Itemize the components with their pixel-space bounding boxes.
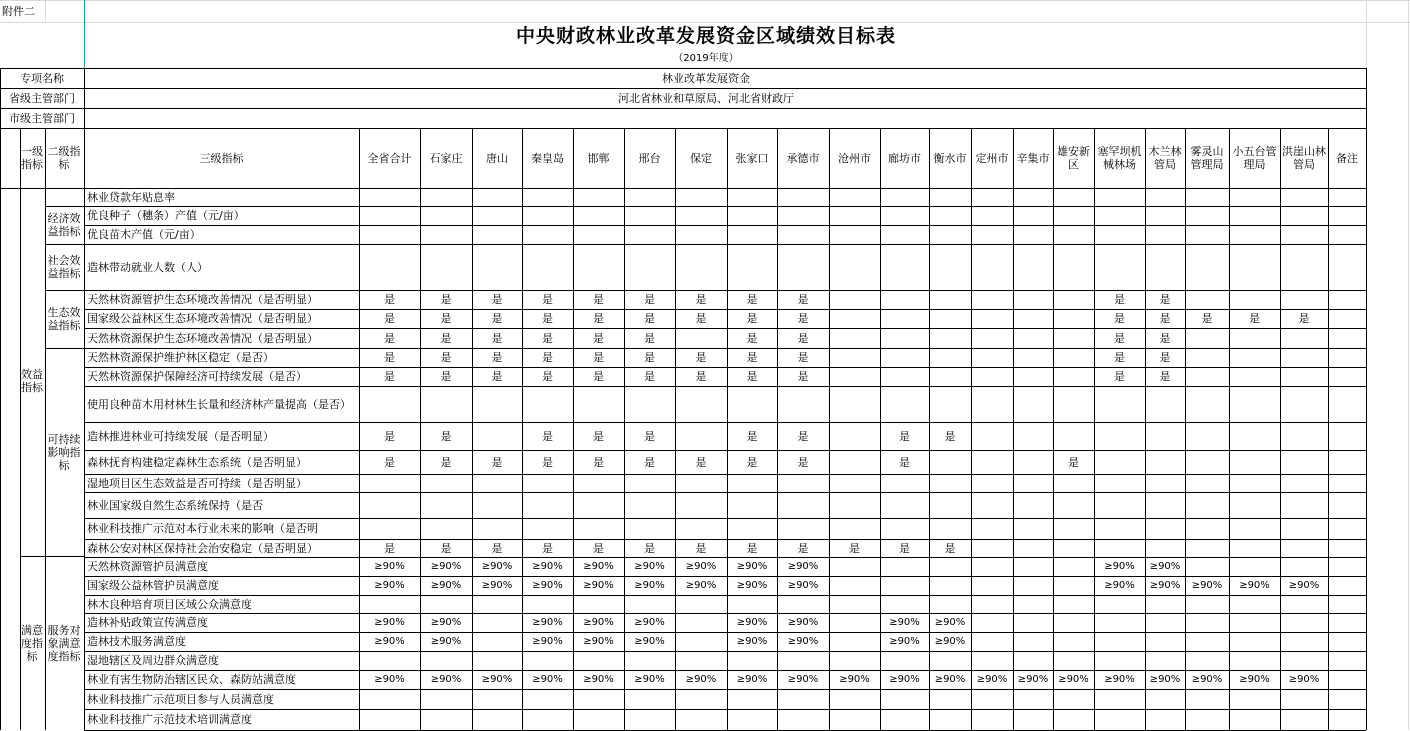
indicator-value: 是: [491, 370, 503, 383]
sheet-gridline: [0, 22, 1410, 23]
indicator-value: 是: [542, 455, 553, 469]
header-region: 定州市: [975, 151, 1009, 165]
table-border: [84, 348, 1366, 349]
table-border: [359, 128, 360, 730]
header-region: 塞罕坝机械林场: [1097, 145, 1142, 171]
table-border: [829, 128, 830, 730]
table-border: [84, 244, 1366, 245]
indicator-value: ≥90%: [934, 674, 966, 685]
indicator-value: ≥90%: [1058, 674, 1089, 685]
indicator-value: 是: [384, 455, 395, 469]
sheet-gridline: [45, 0, 46, 22]
indicator-value: 是: [593, 541, 604, 555]
table-border: [45, 348, 84, 349]
indicator-value: 是: [384, 293, 395, 306]
indicator-value: 是: [1114, 370, 1125, 383]
indicator-value: 是: [797, 370, 809, 383]
table-border: [1229, 128, 1230, 730]
indicator-value: ≥90%: [787, 617, 819, 628]
indicator-value: 是: [1159, 293, 1171, 306]
indicator-value: 是: [1114, 293, 1125, 306]
indicator-value: 是: [644, 351, 655, 364]
indicator-value: 是: [440, 293, 452, 306]
indicator-value: 是: [899, 429, 910, 443]
indicator-value: ≥90%: [685, 674, 717, 685]
indicator-value: 是: [746, 429, 758, 443]
provincial-dept-value: 河北省林业和草原局、河北省财政厅: [618, 91, 794, 105]
indicator-value: 是: [384, 370, 395, 383]
indicator-value: 是: [491, 331, 503, 345]
header-remark: 备注: [1336, 151, 1358, 165]
indicator-value: ≥90%: [787, 580, 819, 591]
indicator-value: ≥90%: [430, 580, 462, 591]
table-border: [45, 128, 46, 730]
header-region: 邢台: [638, 151, 661, 165]
indicator-name: 天然林资源保护生态环境改善情况（是否明显）: [87, 331, 318, 345]
indicator-value: 是: [1159, 312, 1171, 325]
indicator-value: ≥90%: [583, 617, 614, 628]
table-border: [971, 128, 972, 730]
indicator-value: ≥90%: [583, 636, 614, 647]
indicator-value: ≥90%: [532, 674, 563, 685]
table-border: [1280, 128, 1281, 730]
indicator-value: 是: [440, 331, 452, 345]
municipal-dept-label: 市级主管部门: [9, 111, 75, 125]
level1-benefit: 效益指标: [21, 368, 43, 394]
table-border: [0, 188, 1366, 189]
table-border: [45, 290, 84, 291]
indicator-value: 是: [797, 331, 809, 345]
table-border: [84, 670, 1366, 671]
indicator-value: 是: [1298, 312, 1310, 325]
indicator-value: ≥90%: [374, 580, 405, 591]
indicator-value: 是: [695, 541, 707, 555]
table-border: [777, 128, 778, 730]
indicator-value: 是: [1114, 351, 1125, 364]
table-border: [1053, 128, 1054, 730]
indicator-value: ≥90%: [685, 580, 717, 591]
indicator-value: 是: [440, 351, 452, 364]
table-border: [45, 556, 84, 557]
table-border: [675, 128, 676, 730]
level2-service-satisfaction: 服务对象满意度指标: [47, 623, 81, 663]
indicator-value: 是: [797, 293, 809, 306]
indicator-value: 是: [746, 351, 758, 364]
indicator-value: 是: [1068, 455, 1079, 469]
indicator-value: ≥90%: [736, 674, 768, 685]
indicator-value: 是: [695, 293, 707, 306]
indicator-value: ≥90%: [787, 561, 819, 572]
indicator-value: 是: [384, 429, 395, 443]
indicator-name: 优良种子（穗条）产值（元/亩）: [87, 209, 245, 222]
indicator-name: 林木良种培育项目区域公众满意度: [87, 597, 252, 611]
indicator-value: 是: [644, 370, 655, 383]
indicator-value: ≥90%: [634, 617, 665, 628]
indicator-value: ≥90%: [374, 617, 405, 628]
header-region: 衡水市: [933, 151, 967, 165]
table-border: [84, 68, 85, 730]
indicator-name: 湿地辖区及周边群众满意度: [87, 654, 219, 667]
indicator-value: ≥90%: [685, 561, 717, 572]
indicator-value: ≥90%: [634, 561, 665, 572]
table-border: [84, 492, 1366, 493]
table-border: [0, 68, 1366, 69]
header-region: 邯郸: [587, 151, 610, 165]
header-region: 承德市: [786, 151, 820, 165]
header-level1: 一级指标: [21, 145, 43, 171]
indicator-value: 是: [384, 312, 395, 325]
indicator-value: ≥90%: [1149, 580, 1181, 591]
table-border: [472, 128, 473, 730]
indicator-value: 是: [899, 541, 910, 555]
indicator-value: 是: [644, 455, 655, 469]
indicator-name: 造林带动就业人数（人）: [87, 260, 208, 274]
indicator-value: 是: [797, 429, 809, 443]
indicator-value: ≥90%: [787, 636, 819, 647]
indicator-value: 是: [746, 541, 758, 555]
indicator-value: 是: [1159, 370, 1171, 383]
indicator-value: ≥90%: [430, 561, 462, 572]
indicator-name: 使用良种苗木用材林生长量和经济林产量提高（是否）: [87, 397, 351, 411]
header-region: 辛集市: [1016, 151, 1050, 165]
indicator-value: ≥90%: [1104, 561, 1135, 572]
indicator-name: 天然林资源保护维护林区稳定（是否）: [87, 351, 274, 364]
indicator-value: 是: [1159, 351, 1171, 364]
table-border: [0, 108, 1366, 109]
indicator-value: ≥90%: [532, 636, 563, 647]
header-region: 全省合计: [367, 151, 412, 165]
indicator-value: ≥90%: [1239, 674, 1270, 685]
indicator-value: ≥90%: [583, 674, 614, 685]
indicator-value: ≥90%: [481, 674, 513, 685]
table-border: [522, 128, 523, 730]
indicator-value: 是: [849, 541, 860, 555]
indicator-value: 是: [797, 541, 809, 555]
indicator-name: 湿地项目区生态效益是否可持续（是否明显）: [87, 476, 307, 490]
indicator-value: 是: [593, 370, 604, 383]
indicator-value: 是: [593, 312, 604, 325]
indicator-value: 是: [542, 370, 553, 383]
indicator-value: ≥90%: [934, 636, 966, 647]
indicator-value: 是: [491, 351, 503, 364]
indicator-value: 是: [384, 331, 395, 345]
indicator-value: 是: [440, 429, 452, 443]
table-border: [0, 88, 1366, 89]
indicator-value: 是: [491, 541, 503, 555]
indicator-value: 是: [695, 312, 707, 325]
indicator-value: 是: [491, 293, 503, 306]
table-border: [84, 474, 1366, 475]
indicator-value: 是: [542, 429, 553, 443]
indicator-value: 是: [797, 351, 809, 364]
indicator-value: ≥90%: [374, 674, 405, 685]
table-border: [84, 595, 1366, 596]
table-border: [1328, 128, 1329, 730]
indicator-name: 森林抚育构建稳定森林生态系统（是否明显）: [87, 455, 307, 469]
indicator-name: 天然林资源管护生态环境改善情况（是否明显）: [87, 293, 318, 306]
indicator-value: 是: [944, 429, 956, 443]
indicator-value: 是: [1201, 312, 1213, 325]
table-border: [84, 632, 1366, 633]
indicator-name: 优良苗木产值（元/亩）: [87, 228, 201, 241]
header-region: 雄安新区: [1057, 145, 1090, 171]
indicator-value: 是: [644, 293, 655, 306]
special-project-label: 专项名称: [20, 71, 64, 85]
sheet-gridline: [0, 0, 1410, 1]
indicator-value: ≥90%: [583, 561, 614, 572]
table-border: [84, 367, 1366, 368]
table-border: [45, 244, 84, 245]
table-border: [84, 225, 1366, 226]
table-border: [84, 290, 1366, 291]
indicator-value: 是: [593, 351, 604, 364]
indicator-value: 是: [746, 312, 758, 325]
indicator-value: 是: [695, 351, 707, 364]
indicator-name: 森林公安对林区保持社会治安稳定（是否明显）: [87, 541, 318, 555]
indicator-value: ≥90%: [374, 561, 405, 572]
indicator-value: 是: [593, 455, 604, 469]
indicator-value: 是: [542, 312, 553, 325]
indicator-name: 天然林资源管护员满意度: [87, 560, 208, 573]
attachment-label: 附件二: [2, 4, 35, 18]
indicator-value: ≥90%: [736, 636, 768, 647]
indicator-value: ≥90%: [430, 617, 462, 628]
indicator-value: ≥90%: [736, 561, 768, 572]
indicator-value: 是: [746, 331, 758, 345]
municipal-dept-value: [84, 108, 1328, 128]
indicator-value: 是: [440, 541, 452, 555]
indicator-value: 是: [644, 541, 655, 555]
indicator-value: 是: [644, 331, 655, 345]
indicator-value: 是: [440, 312, 452, 325]
indicator-name: 造林补贴政策宣传满意度: [87, 616, 208, 629]
header-region: 唐山: [486, 151, 508, 165]
indicator-value: ≥90%: [1149, 561, 1181, 572]
indicator-value: ≥90%: [634, 636, 665, 647]
indicator-value: 是: [593, 293, 604, 306]
table-border: [727, 128, 728, 730]
indicator-value: ≥90%: [430, 636, 462, 647]
indicator-name: 造林技术服务满意度: [87, 635, 186, 648]
table-border: [84, 689, 1366, 690]
indicator-value: 是: [746, 370, 758, 383]
indicator-value: ≥90%: [889, 674, 920, 685]
table-border: [420, 128, 421, 730]
table-border: [624, 128, 625, 730]
indicator-value: 是: [695, 370, 707, 383]
indicator-value: ≥90%: [787, 674, 819, 685]
header-region: 木兰林管局: [1148, 145, 1182, 171]
indicator-value: ≥90%: [736, 580, 768, 591]
table-border: [0, 128, 1366, 129]
indicator-value: ≥90%: [1288, 580, 1320, 591]
indicator-value: ≥90%: [1288, 674, 1320, 685]
indicator-value: 是: [746, 293, 758, 306]
indicator-value: ≥90%: [374, 636, 405, 647]
indicator-value: ≥90%: [976, 674, 1008, 685]
indicator-value: ≥90%: [839, 674, 870, 685]
indicator-value: 是: [491, 312, 503, 325]
table-border: [84, 539, 1366, 540]
table-border: [84, 518, 1366, 519]
table-border: [84, 557, 1366, 558]
indicator-value: ≥90%: [1149, 674, 1181, 685]
indicator-value: 是: [491, 455, 503, 469]
indicator-name: 国家级公益林管护员满意度: [87, 579, 219, 592]
indicator-value: 是: [440, 455, 452, 469]
indicator-name: 林业科技推广示范对本行业未来的影响（是否明: [87, 522, 318, 535]
table-border: [20, 128, 21, 730]
indicator-value: ≥90%: [634, 580, 665, 591]
sheet-gridline: [1408, 0, 1409, 730]
level2-sustainable: 可持续影响指标: [47, 432, 81, 472]
table-border: [0, 68, 1, 730]
table-border: [45, 206, 84, 207]
header-region: 石家庄: [429, 151, 463, 165]
indicator-value: ≥90%: [1239, 580, 1270, 591]
indicator-value: 是: [440, 370, 452, 383]
indicator-value: ≥90%: [532, 580, 563, 591]
table-border: [573, 128, 574, 730]
indicator-name: 林业贷款年贴息率: [87, 190, 175, 204]
indicator-value: 是: [384, 351, 395, 364]
header-region: 张家口: [735, 151, 769, 165]
indicator-value: 是: [542, 541, 553, 555]
indicator-value: 是: [593, 429, 604, 443]
indicator-value: 是: [797, 312, 809, 325]
indicator-value: 是: [1159, 331, 1171, 345]
table-border: [1185, 128, 1186, 730]
level2-ecological: 生态效益指标: [47, 306, 81, 332]
indicator-value: ≥90%: [1191, 580, 1223, 591]
indicator-value: 是: [746, 455, 758, 469]
indicator-value: ≥90%: [532, 561, 563, 572]
indicator-value: ≥90%: [1017, 674, 1049, 685]
indicator-value: 是: [899, 455, 910, 469]
table-border: [84, 328, 1366, 329]
indicator-value: 是: [695, 455, 707, 469]
table-border: [84, 651, 1366, 652]
indicator-value: ≥90%: [889, 617, 920, 628]
indicator-name: 国家级公益林区生态环境改善情况（是否明显）: [87, 312, 318, 325]
indicator-value: 是: [944, 541, 956, 555]
indicator-value: 是: [542, 331, 553, 345]
header-region: 雾灵山管理局: [1190, 145, 1224, 171]
header-level3: 三级指标: [199, 151, 244, 165]
table-border: [929, 128, 930, 730]
indicator-value: 是: [542, 351, 553, 364]
header-region: 廊坊市: [888, 151, 921, 165]
table-border: [84, 450, 1366, 451]
indicator-value: ≥90%: [481, 580, 513, 591]
indicator-value: ≥90%: [430, 674, 462, 685]
table-border: [84, 206, 1366, 207]
indicator-value: ≥90%: [889, 636, 920, 647]
indicator-value: ≥90%: [934, 617, 966, 628]
indicator-value: 是: [1249, 312, 1260, 325]
indicator-value: 是: [644, 429, 655, 443]
indicator-value: 是: [644, 312, 655, 325]
indicator-name: 林业有害生物防治辖区民众、森防站满意度: [87, 673, 296, 686]
table-border: [84, 709, 1366, 710]
indicator-value: ≥90%: [736, 617, 768, 628]
header-region: 沧州市: [838, 151, 871, 165]
table-border: [880, 128, 881, 730]
level2-economic: 经济效益指标: [47, 212, 81, 238]
indicator-name: 林业国家级自然生态系统保持（是否: [87, 498, 263, 512]
header-region: 洪崖山林管局: [1282, 145, 1326, 171]
indicator-value: 是: [797, 455, 809, 469]
indicator-value: ≥90%: [583, 580, 614, 591]
header-level2: 二级指标: [47, 145, 81, 171]
table-border: [20, 556, 45, 557]
indicator-value: 是: [1114, 312, 1125, 325]
indicator-value: ≥90%: [532, 617, 563, 628]
table-border: [1013, 128, 1014, 730]
indicator-name: 林业科技推广示范项目参与人员满意度: [87, 692, 274, 706]
level2-social: 社会效益指标: [47, 254, 81, 280]
indicator-value: 是: [593, 331, 604, 345]
indicator-value: ≥90%: [1104, 674, 1135, 685]
table-border: [84, 422, 1366, 423]
indicator-name: 天然林资源保护保障经济可持续发展（是否）: [87, 370, 307, 383]
table-border: [84, 613, 1366, 614]
special-project-value: 林业改革发展资金: [662, 71, 750, 85]
indicator-value: 是: [1114, 331, 1125, 345]
header-region: 小五台管理局: [1232, 145, 1277, 171]
table-border: [1094, 128, 1095, 730]
table-border: [1145, 128, 1146, 730]
table-border: [1366, 68, 1367, 730]
indicator-value: 是: [542, 293, 553, 306]
sheet-title: 中央财政林业改革发展资金区域绩效目标表: [515, 24, 896, 47]
indicator-value: ≥90%: [481, 561, 513, 572]
table-border: [84, 309, 1366, 310]
header-region: 保定: [690, 151, 712, 165]
indicator-value: ≥90%: [1104, 580, 1135, 591]
indicator-value: 是: [384, 541, 395, 555]
table-border: [84, 386, 1366, 387]
indicator-value: ≥90%: [634, 674, 665, 685]
header-region: 秦皇岛: [531, 151, 564, 165]
indicator-value: ≥90%: [1191, 674, 1223, 685]
indicator-name: 林业科技推广示范技术培训满意度: [87, 713, 252, 726]
provincial-dept-label: 省级主管部门: [9, 91, 75, 105]
sheet-year: （2019年度）: [673, 52, 739, 64]
level1-satisfaction: 满意度指标: [21, 623, 43, 663]
indicator-name: 造林推进林业可持续发展（是否明显）: [87, 429, 274, 443]
table-border: [84, 576, 1366, 577]
